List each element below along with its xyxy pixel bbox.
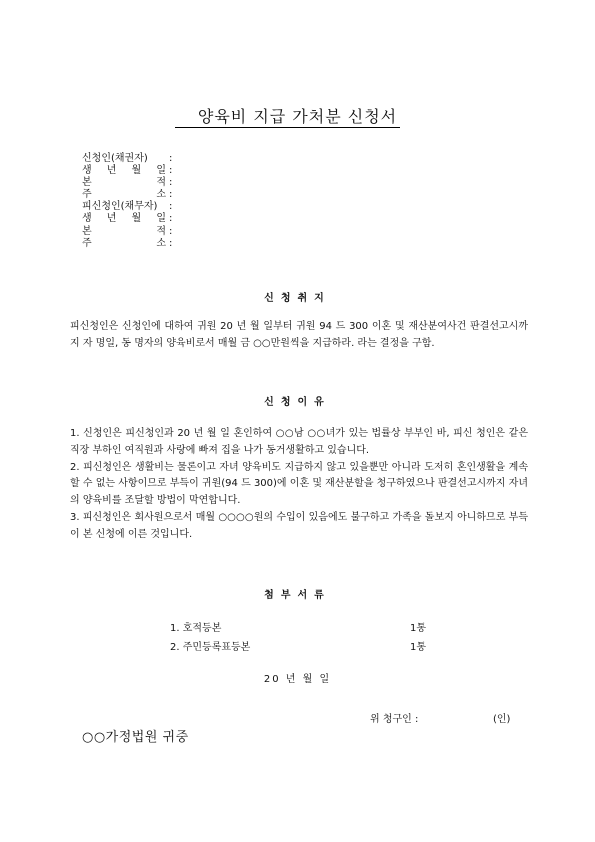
reason-item: 1. 신청인은 피신청인과 20 년 월 일 혼인하여 ○○남 ○○녀가 있는 법률상 부부인 바, 피신 청인은 같은 직장 부하인 여직원과 사랑에 빠져 집을 나가 동거생활하고 있습니다. (70, 428, 528, 456)
attachment-item (170, 638, 426, 657)
purpose-heading: 신청취지 (264, 293, 331, 304)
document-title: 양육비 지급 가처분 신청서 (197, 107, 398, 126)
party-row: 본 적 : (82, 225, 173, 237)
party-row: 주 소 : (82, 189, 173, 201)
attachment-count: 1통 (409, 642, 426, 653)
domicile-label: 본 적 (82, 225, 166, 237)
party-row: 본 적 : (82, 177, 173, 189)
seal-mark: (인) (493, 714, 511, 725)
reason-item: 3. 피신청인은 회사원으로서 매월 ○○○○원의 수입이 있음에도 불구하고 가족을 돌보지 아니하므로 부득이 본 신청에 이른 것입니다. (70, 511, 528, 540)
attachment-name: 1. 호적등본 (170, 623, 222, 634)
reason-item: 2. 피신청인은 생활비는 물론이고 자녀 양육비도 지급하지 않고 있을뿐만 아니라 도저히 혼인생활을 계속할 수 없는 사항이므로 부득이 귀원(94 드 300)에 이혼 및 재산분할을 청구하였으나 판결선고시까지 자녀의 양육비를 조달할 방법이 막연합니다. (70, 461, 528, 507)
respondent-label: 피신청인(채무자) (82, 201, 158, 213)
party-row: 피신청인(채무자) : (82, 201, 173, 213)
purpose-paragraph (70, 319, 528, 353)
domicile-label: 본 적 (82, 177, 166, 189)
party-info-block (82, 153, 172, 250)
purpose-text: 피신청인은 신청인에 대하여 귀원 20 년 월 일부터 귀원 94 드 300 이혼 및 재산분여사건 판결선고시까지 자 명일, 동 명자의 양육비로서 매월 금 ○○만원씩을 지급하라. 라는 결정을 구함. (70, 321, 528, 349)
birthdate-label: 생 년 월 일 (82, 213, 166, 225)
applicant-signature-label: 위 청구인 : (370, 714, 419, 725)
attachment-name: 2. 주민등록표등본 (170, 642, 251, 653)
reason-heading: 신청이유 (264, 397, 331, 408)
attachments-heading: 첨부서류 (264, 590, 331, 601)
applicant-label: 신청인(채권자) (82, 153, 148, 164)
party-row: 생 년 월 일 : (82, 213, 173, 225)
reason-paragraphs (70, 426, 528, 544)
party-row: 신청인(채권자) : (82, 153, 173, 164)
party-row: 생 년 월 일 : (82, 165, 173, 177)
party-row: 주 소 : (82, 237, 173, 249)
document-date: 20 년 월 일 (263, 674, 332, 685)
attachment-count: 1통 (409, 623, 426, 634)
court-addressee: ○○가정법원 귀중 (82, 730, 189, 745)
address-label: 주 소 (82, 189, 166, 201)
birthdate-label: 생 년 월 일 (82, 165, 166, 177)
attachments-list (170, 619, 426, 657)
attachment-item (170, 619, 426, 638)
address-label: 주 소 (82, 237, 166, 249)
title-underline (175, 127, 400, 128)
